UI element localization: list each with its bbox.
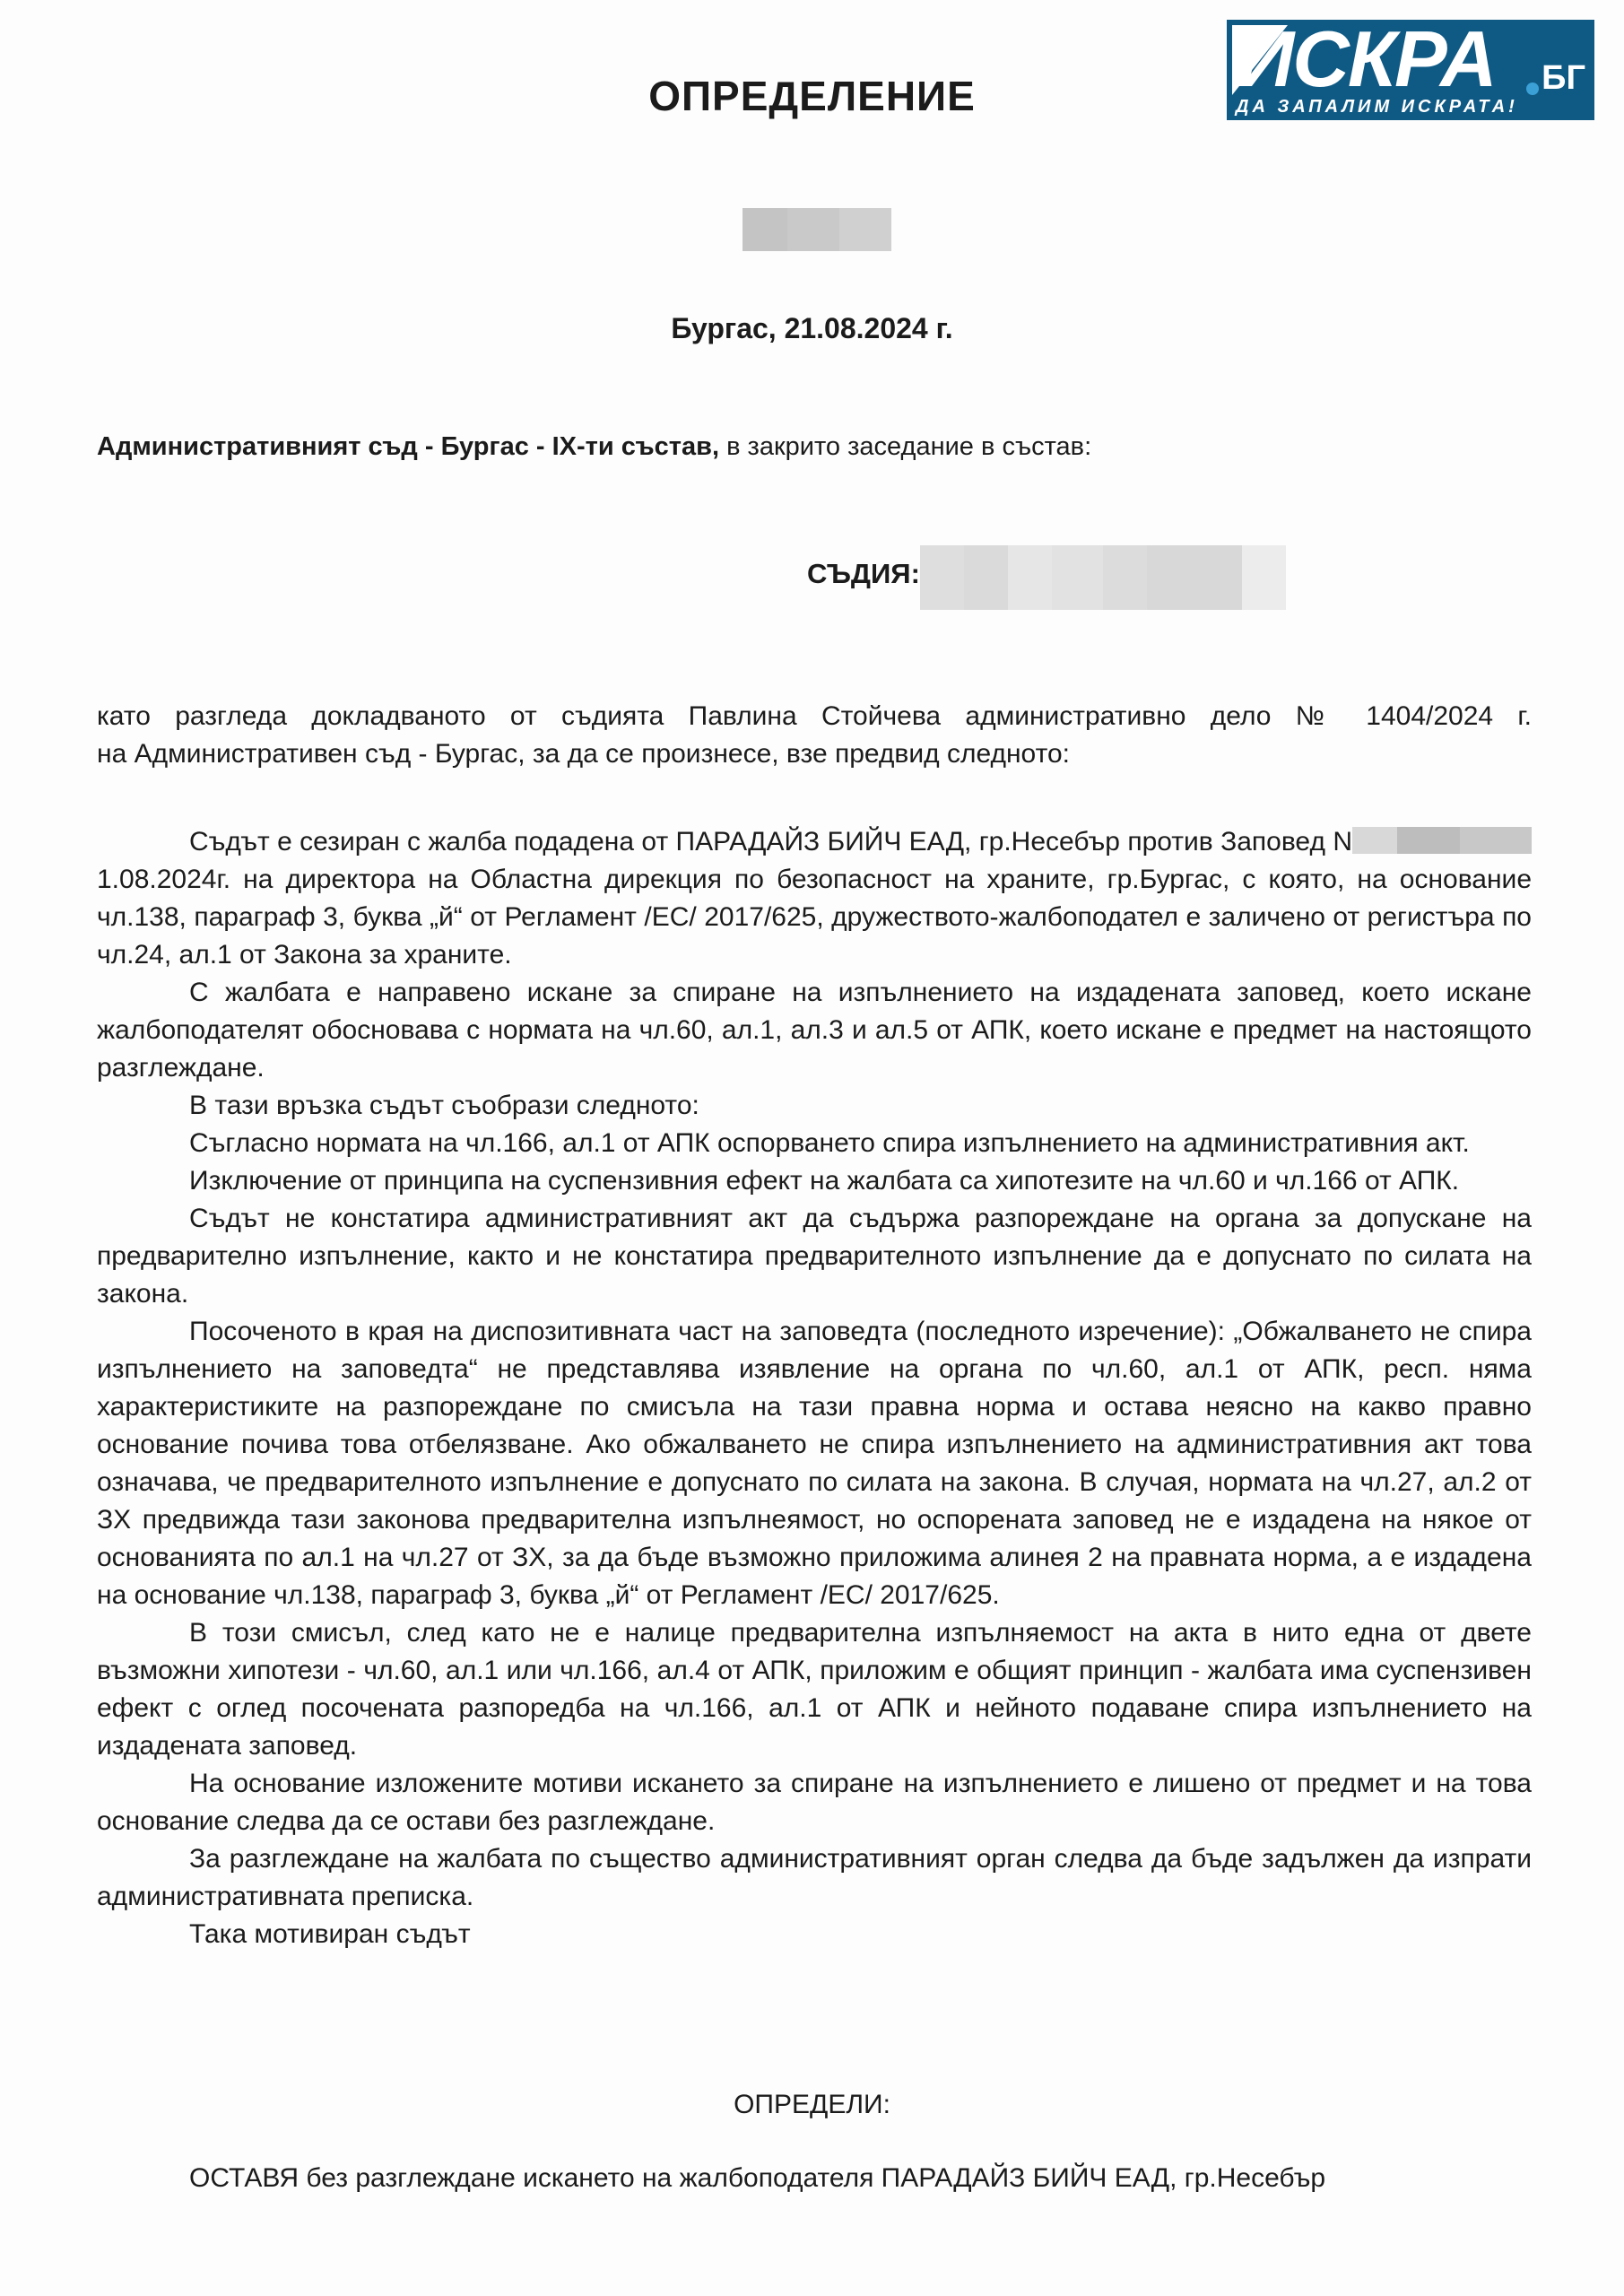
paragraph: Така мотивиран съдът — [189, 1919, 471, 1949]
paragraph-text: 1.08.2024г. на директора на Областна дирекция по безопасност на храните, гр.Бургас, с която, на основание чл.138, параграф 3, буква „й“ от Регламент /ЕС/ 2017/625, дружеството-жалбоподател е заличено от регистъра по чл.24, ал.1 от Закона за храните. — [97, 865, 1532, 970]
document-title: ОПРЕДЕЛЕНИЕ — [648, 73, 976, 119]
judge-label: СЪДИЯ: — [807, 558, 920, 589]
place-date: Бургас, 21.08.2024 г. — [671, 312, 953, 344]
redacted-document-number — [743, 208, 891, 251]
paragraph: В този смисъл, след като не е налице предварителна изпълняемост на акта в нито една от двете възможни хипотези - чл.60, ал.1 или чл.166, ал.4 от АПК, приложим е общият принцип - жалбата има суспензивен ефект с оглед посочената разпоредба на чл.166, ал.1 от АПК и нейното подаване спира изпълнението на издадената заповед. — [97, 1618, 1532, 1761]
intro-line: на Административен съд - Бургас, за да се произнесе, взе предвид следното: — [97, 739, 1071, 769]
paragraph — [97, 823, 1532, 974]
redacted-judge-name — [920, 545, 1286, 610]
intro-section — [97, 698, 1532, 773]
paragraph-text: Съдът е сезиран с жалба подадена от ПАРАДАЙЗ БИЙЧ ЕАД, гр.Несебър против Заповед N — [189, 827, 1352, 857]
paragraph: С жалбата е направено искане за спиране на изпълнението на издадената заповед, което искане жалбоподателят обосновава с нормата на чл.60, ал.1, ал.3 и ал.5 от АПК, което искане е предмет на настоящото разглеждане. — [97, 978, 1532, 1083]
paragraph: В тази връзка съдът съобрази следното: — [189, 1091, 699, 1120]
court-session: в закрито заседание в състав: — [719, 432, 1092, 461]
decision-heading: ОПРЕДЕЛИ: — [734, 2090, 890, 2119]
paragraph: Съгласно нормата на чл.166, ал.1 от АПК оспорването спира изпълнението на административния акт. — [189, 1128, 1470, 1158]
redacted-order-number — [1352, 827, 1532, 854]
court-composition-line — [97, 432, 1091, 462]
logo-slogan: ДА ЗАПАЛИМ ИСКРАТА! — [1236, 97, 1518, 117]
intro-line: като разгледа докладваното от съдията Павлина Стойчева административно дело № 1404/2024 г. — [97, 701, 1532, 731]
paragraph: Посоченото в края на диспозитивната част на заповедта (последното изречение): „Обжалването не спира изпълнението на заповедта“ не представлява изявление на органа по чл.60, ал.1 от АПК, респ. няма характеристиките на разпореждане по смисъла на тази правна норма и остава неясно на какво правно основание почива това отбелязване. Ако обжалването не спира изпълнението на административния акт това означава, че предварителното изпълнение е допуснато по силата на закона. В случая, нормата на чл.27, ал.2 от ЗХ предвижда тази законова предварителна изпълнеямост, но оспорената заповед не е издадена на някое от основанията по ал.1 на чл.27 от ЗХ, за да бъде възможно приложима алинея 2 на правната норма, а е издадена на основание чл.138, параграф 3, буква „й“ от Регламент /ЕС/ 2017/625. — [97, 1317, 1532, 1610]
ruling-text: ОСТАВЯ без разглеждане искането на жалбоподателя ПАРАДАЙЗ БИЙЧ ЕАД, гр.Несебър — [189, 2163, 1326, 2193]
paragraph: За разглеждане на жалбата по същество административният орган следва да бъде задължен да изпрати административната преписка. — [97, 1844, 1532, 1911]
logo-suffix: БГ — [1541, 59, 1585, 97]
paragraph: На основание изложените мотиви искането за спиране на изпълнението е лишено от предмет и на това основание следва да се остави без разглеждане. — [97, 1769, 1532, 1836]
paragraph: Изключение от принципа на суспензивния ефект на жалбата са хипотезите на чл.60 и чл.166 от АПК. — [189, 1166, 1460, 1196]
paragraph: Съдът не констатира административният акт да съдържа разпореждане на органа за допускане на предварително изпълнение, както и не констатира предварителното изпълнение да е допуснато по силата на закона. — [97, 1204, 1532, 1309]
court-name: Административният съд - Бургас - IX-ти състав, — [97, 432, 720, 461]
logo-wordmark: ИСКРА — [1238, 14, 1496, 103]
reasoning-section — [97, 823, 1532, 1953]
